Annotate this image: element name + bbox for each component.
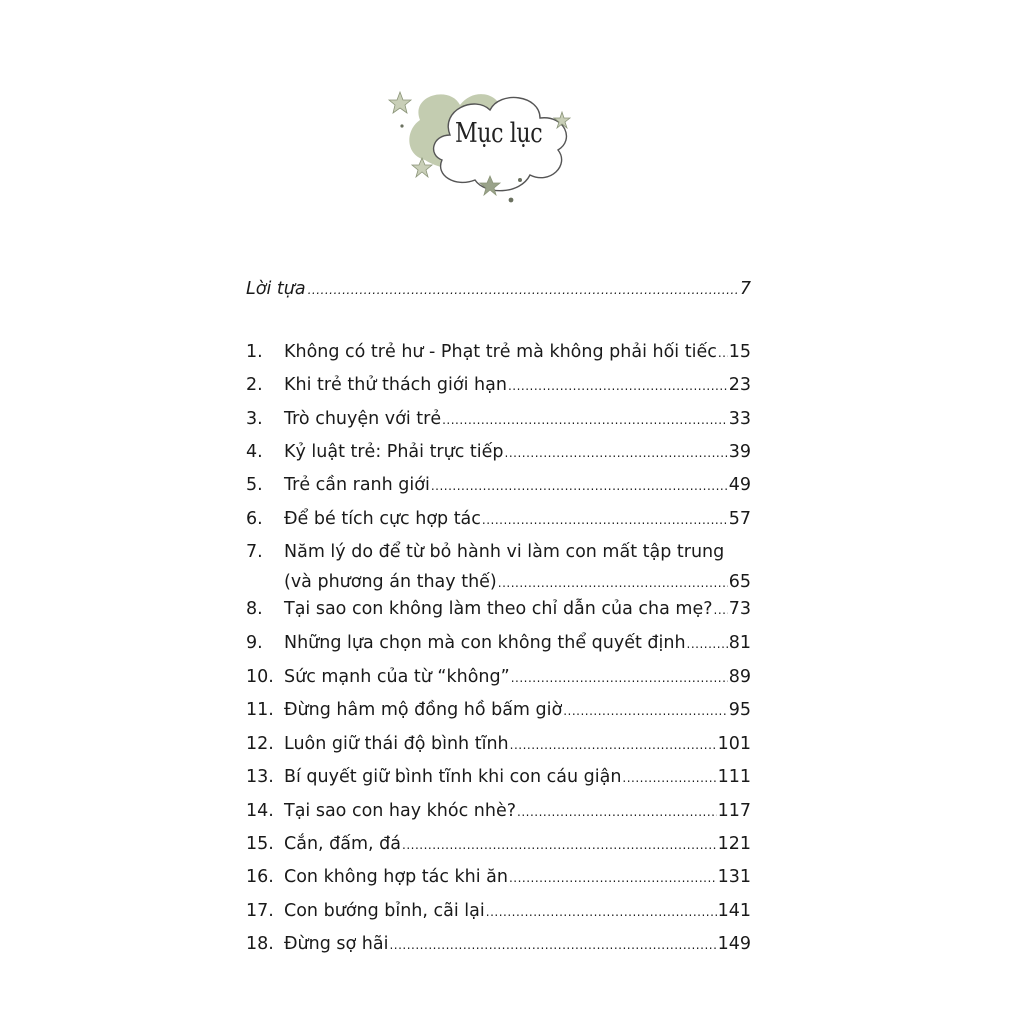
dot-leader xyxy=(563,700,728,722)
chapter-title: Khi trẻ thử thách giới hạn xyxy=(284,375,507,395)
dot-icon xyxy=(400,124,403,127)
chapter-page-number: 89 xyxy=(728,667,751,687)
chapter-title: Tại sao con hay khóc nhè? xyxy=(284,801,517,821)
chapter-page-number: 73 xyxy=(728,599,751,619)
chapter-number: 12. xyxy=(246,734,274,754)
star-icon xyxy=(389,92,411,113)
chapter-page-number: 65 xyxy=(728,572,751,592)
chapter-title: Sức mạnh của từ “không” xyxy=(284,667,510,687)
dot-leader xyxy=(402,834,717,856)
chapter-title: Đừng sợ hãi xyxy=(284,934,389,954)
chapter-number: 6. xyxy=(246,509,263,529)
chapter-title: Kỷ luật trẻ: Phải trực tiếp xyxy=(284,442,504,462)
dot-leader xyxy=(442,409,728,431)
chapter-number: 10. xyxy=(246,667,274,687)
chapter-page-number: 39 xyxy=(728,442,751,462)
chapter-number: 1. xyxy=(246,342,263,362)
toc-preface-row xyxy=(246,278,751,301)
chapter-title: Trò chuyện với trẻ xyxy=(284,409,442,429)
chapter-page-number: 101 xyxy=(717,734,751,754)
chapter-number: 8. xyxy=(246,599,263,619)
chapter-number: 17. xyxy=(246,901,274,921)
dot-leader xyxy=(714,599,728,621)
chapter-title: Tại sao con không làm theo chỉ dẫn của cha mẹ? xyxy=(284,599,713,619)
chapter-page-number: 33 xyxy=(728,409,751,429)
chapter-number: 4. xyxy=(246,442,263,462)
dot-leader xyxy=(508,375,728,397)
chapter-number: 5. xyxy=(246,475,263,495)
dot-leader xyxy=(431,475,728,497)
chapter-page-number: 141 xyxy=(717,901,751,921)
chapter-number: 2. xyxy=(246,375,263,395)
chapter-page-number: 131 xyxy=(717,867,751,887)
chapter-page-number: 23 xyxy=(728,375,751,395)
chapter-number: 16. xyxy=(246,867,274,887)
dot-leader xyxy=(486,901,717,923)
chapter-title: Cắn, đấm, đá xyxy=(284,834,401,854)
chapter-number: 15. xyxy=(246,834,274,854)
chapter-page-number: 149 xyxy=(717,934,751,954)
preface-page-number: 7 xyxy=(739,279,751,299)
chapter-title: Con bướng bỉnh, cãi lại xyxy=(284,901,485,921)
dot-leader xyxy=(687,633,728,655)
chapter-title: Luôn giữ thái độ bình tĩnh xyxy=(284,734,509,754)
dot-leader xyxy=(498,572,728,594)
chapter-page-number: 121 xyxy=(717,834,751,854)
dot-leader xyxy=(482,509,728,531)
chapter-page-number: 111 xyxy=(717,767,751,787)
chapter-number: 9. xyxy=(246,633,263,653)
dot-leader xyxy=(718,342,728,364)
dot-icon xyxy=(509,198,514,203)
chapter-title: Những lựa chọn mà con không thể quyết định xyxy=(284,633,686,653)
chapter-page-number: 95 xyxy=(728,700,751,720)
chapter-page-number: 49 xyxy=(728,475,751,495)
dot-leader xyxy=(511,667,728,689)
chapter-title: Để bé tích cực hợp tác xyxy=(284,509,481,529)
chapter-number: 3. xyxy=(246,409,263,429)
chapter-title: Không có trẻ hư - Phạt trẻ mà không phải hối tiếc xyxy=(284,342,717,362)
dot-leader xyxy=(509,867,717,889)
chapter-number: 18. xyxy=(246,934,274,954)
dot-leader xyxy=(622,767,716,789)
chapter-number: 7. xyxy=(246,542,263,562)
chapter-number: 13. xyxy=(246,767,274,787)
dot-leader xyxy=(389,934,716,956)
chapter-number: 14. xyxy=(246,801,274,821)
chapter-title: Đừng hâm mộ đồng hồ bấm giờ xyxy=(284,700,563,720)
chapter-title: (và phương án thay thế) xyxy=(284,572,497,592)
preface-title: Lời tựa xyxy=(246,279,306,299)
page-title: Mục lục xyxy=(455,118,543,149)
dot-leader xyxy=(510,734,717,756)
chapter-title: Trẻ cần ranh giới xyxy=(284,475,430,495)
dot-leader xyxy=(517,801,717,823)
chapter-number: 11. xyxy=(246,700,274,720)
chapter-title: Năm lý do để từ bỏ hành vi làm con mất tập trung xyxy=(284,542,725,562)
dot-icon xyxy=(518,178,522,182)
chapter-title: Bí quyết giữ bình tĩnh khi con cáu giận xyxy=(284,767,622,787)
chapter-page-number: 117 xyxy=(717,801,751,821)
chapter-page-number: 81 xyxy=(728,633,751,653)
dot-leader xyxy=(308,279,738,301)
chapter-title: Con không hợp tác khi ăn xyxy=(284,867,508,887)
chapter-page-number: 57 xyxy=(728,509,751,529)
chapter-page-number: 15 xyxy=(728,342,751,362)
dot-leader xyxy=(505,442,728,464)
